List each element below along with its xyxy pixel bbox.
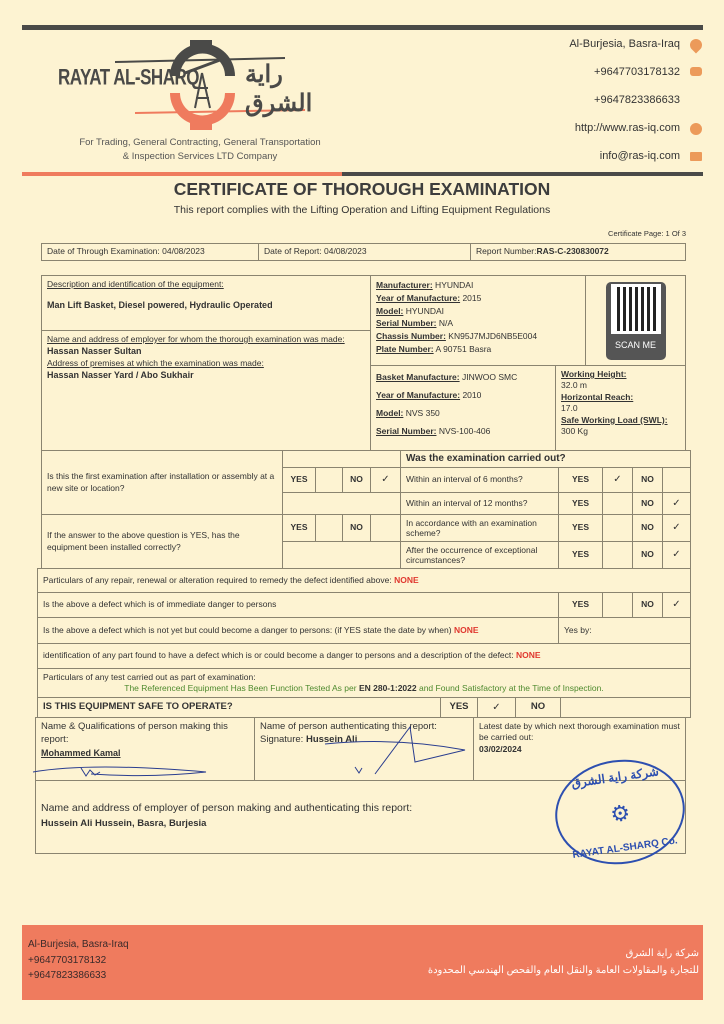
footer-arabic [428, 945, 699, 979]
maker-name: Mohammed Kamal [41, 747, 121, 758]
safe-to-operate-question: IS THIS EQUIPMENT SAFE TO OPERATE? [37, 697, 441, 718]
q2-no-box[interactable] [370, 514, 401, 542]
basket-cell [370, 365, 556, 451]
field-chassis: Chassis Number: KN95J7MJD6NB5E004 [376, 331, 538, 341]
r4-yes[interactable]: YES [558, 541, 603, 569]
r2-yes[interactable]: YES [558, 492, 603, 515]
test-label: Particulars of any test carried out as part of examination: [43, 672, 256, 682]
authenticator-cell [254, 717, 474, 781]
carried-scheme: In accordance with an examination scheme? [400, 514, 559, 542]
footer-address: Al-Burjesia, Basra-Iraq [28, 939, 129, 950]
r2-no[interactable]: NO [632, 492, 663, 515]
working-height-value: 32.0 m [561, 380, 587, 391]
tagline-line-1: For Trading, General Contracting, General Transportation [79, 137, 321, 148]
footer-phone-2: +9647823386633 [28, 970, 107, 981]
r2-yes-box[interactable] [602, 492, 633, 515]
repair-value: NONE [394, 574, 419, 585]
r4-no[interactable]: NO [632, 541, 663, 569]
divider-accent [22, 172, 342, 176]
r2-no-check[interactable]: ✓ [662, 492, 691, 515]
immediate-danger-row: Is the above a defect which is of immediate danger to persons [37, 592, 559, 618]
question-first-exam: Is this the first examination after installation or assembly at a new site or location? [41, 450, 283, 515]
horizontal-reach-value: 17.0 [561, 403, 578, 414]
qr-code[interactable] [606, 282, 666, 360]
future-danger-value: NONE [453, 624, 479, 635]
footer-contacts [28, 937, 129, 984]
report-maker-cell [35, 717, 255, 781]
identification-row [37, 643, 691, 669]
q2-no[interactable]: NO [342, 514, 371, 542]
r1-no-box[interactable] [662, 467, 691, 493]
immediate-yes-box[interactable] [602, 592, 633, 618]
question-installed-correctly: If the answer to the above question is YES, has the equipment been installed correctly? [41, 514, 283, 569]
q2-yes[interactable]: YES [282, 514, 316, 542]
r1-yes-check[interactable]: ✓ [602, 467, 633, 493]
r3-no-check[interactable]: ✓ [662, 514, 691, 542]
repair-row [37, 568, 691, 593]
test-result: The Referenced Equipment Has Been Function Tested As per EN 280-1:2022 and Found Satisfactory at the Time of Inspection. [124, 683, 604, 694]
r3-no[interactable]: NO [632, 514, 663, 542]
immediate-no[interactable]: NO [632, 592, 663, 618]
identification-label: identification of any part found to have a defect which is or could become a danger to persons and a description of the defect: [43, 650, 514, 661]
contact-website[interactable]: http://www.ras-iq.com [574, 122, 680, 134]
qr-cell [585, 275, 686, 366]
auth-signature-icon [315, 722, 475, 777]
auth-name: Hussein Ali [305, 733, 358, 745]
field-year: Year of Manufacture: 2015 [376, 292, 482, 303]
future-danger-label: Is the above a defect which is not yet but could become a danger to persons: (if YES state the date by when) [43, 624, 452, 635]
maker-label: Name & Qualifications of person making this report: [41, 721, 228, 745]
field-plate: Plate Number: A 90751 Basra [376, 343, 492, 354]
q1-blank-top [282, 450, 401, 468]
employer-cell [41, 330, 371, 451]
q1-yes[interactable]: YES [282, 467, 316, 493]
phone-icon [690, 67, 702, 76]
specs-cell [555, 365, 686, 451]
exam-date: Date of Through Examination: 04/08/2023 [41, 243, 259, 261]
field-serial: Serial Number: N/A [376, 318, 453, 329]
footer-arabic-tagline: للتجارة والمقاولات العامة والنقل العام والفحص الهندسي المحدودة [427, 965, 699, 976]
premises-value: Hassan Nasser Yard / Abo Sukhair [47, 370, 194, 381]
auth-label: Name of person authenticating this report: [260, 721, 437, 732]
brand-name-ar: راية الشرق [245, 61, 313, 117]
scan-me-label: SCAN ME [614, 339, 656, 350]
equipment-description-cell [41, 275, 371, 331]
employer-value: Hassan Nasser Sultan [47, 346, 142, 357]
r4-yes-box[interactable] [602, 541, 633, 569]
r3-yes[interactable]: YES [558, 514, 603, 542]
swl-value: 300 Kg [561, 426, 588, 437]
desc-value: Man Lift Basket, Diesel powered, Hydraulic Operated [47, 300, 273, 311]
footer-arabic-name: شركة راية الشرق [625, 948, 699, 959]
location-pin-icon [688, 37, 705, 54]
qr-code-icon [614, 287, 658, 331]
immediate-no-check[interactable]: ✓ [662, 592, 691, 618]
horizontal-reach-label: Horizontal Reach: [561, 391, 634, 402]
contact-address: Al-Burjesia, Basra-Iraq [569, 38, 680, 50]
working-height-label: Working Height: [561, 369, 627, 379]
carried-out-title: Was the examination carried out? [400, 450, 691, 468]
immediate-yes[interactable]: YES [558, 592, 603, 618]
future-danger-row [37, 617, 559, 644]
carried-12-months: Within an interval of 12 months? [400, 492, 559, 515]
maker-signature-icon [31, 762, 221, 780]
contact-email[interactable]: info@ras-iq.com [599, 150, 680, 162]
safe-yes[interactable]: YES [440, 697, 478, 718]
brand-name-en: RAYAT AL-SHARQ [58, 65, 199, 90]
stamp-derrick-icon: ⚙ [608, 799, 632, 827]
carried-exceptional: After the occurrence of exceptional circumstances? [400, 541, 559, 569]
contact-phone-1: +9647703178132 [594, 66, 680, 78]
q1-no[interactable]: NO [342, 467, 371, 493]
basket-manufacture: Basket Manufacture: JINWOO SMC [376, 372, 518, 382]
globe-icon [690, 123, 702, 135]
next-exam-label: Latest date by which next thorough examination must be carried out: [479, 721, 680, 743]
report-number-label: Report Number: [476, 246, 537, 257]
report-date: Date of Report: 04/08/2023 [258, 243, 471, 261]
field-manufacturer: Manufacturer: HYUNDAI [376, 280, 474, 290]
test-row [37, 668, 691, 698]
q2-blank-bottom [282, 541, 401, 569]
carried-6-months: Within an interval of 6 months? [400, 467, 559, 493]
next-exam-date: 03/02/2024 [479, 743, 522, 754]
field-model: Model: HYUNDAI [376, 305, 445, 316]
yes-by-cell[interactable]: Yes by: [558, 617, 691, 644]
safe-yes-check[interactable]: ✓ [477, 697, 516, 718]
certificate-page: Certificate Page: 1 Of 3 [608, 229, 686, 238]
tagline-line-2: & Inspection Services LTD Company [122, 150, 278, 162]
footer-phone-1: +9647703178132 [28, 954, 107, 966]
r4-no-check[interactable]: ✓ [662, 541, 691, 569]
employer-of-person-label: Name and address of employer of person making and authenticating this report: [41, 802, 413, 814]
stamp-text-ar: شركة راية الشرق [570, 764, 660, 791]
safe-no[interactable]: NO [515, 697, 561, 718]
r3-yes-box[interactable] [602, 514, 633, 542]
top-bar [22, 25, 703, 30]
identification-value: NONE [516, 650, 541, 661]
auth-signature-line: Signature: Hussein Ali [260, 733, 358, 745]
stamp-text-en: RAYAT AL-SHARQ Co. [571, 835, 679, 861]
q1-yes-box[interactable] [315, 467, 343, 493]
contact-phone-2: +9647823386633 [594, 94, 680, 106]
certificate-subtitle: This report complies with the Lifting Operation and Lifting Equipment Regulations [173, 204, 551, 216]
basket-model: Model: NVS 350 [376, 407, 440, 418]
swl-label: Safe Working Load (SWL): [561, 414, 668, 425]
report-number [470, 243, 686, 261]
repair-label: Particulars of any repair, renewal or alteration required to remedy the defect identified above: [43, 574, 392, 585]
basket-year: Year of Manufacture: 2010 [376, 389, 482, 400]
company-logo [55, 38, 345, 133]
basket-serial: Serial Number: NVS-100-406 [376, 425, 491, 436]
tagline [50, 136, 350, 164]
test-standard: EN 280-1:2022 [358, 683, 417, 694]
q1-no-check[interactable]: ✓ [370, 467, 401, 493]
r1-yes[interactable]: YES [558, 467, 603, 493]
safe-no-box[interactable] [560, 697, 691, 718]
premises-label: Address of premises at which the examination was made: [47, 357, 264, 368]
equipment-details-cell [370, 275, 586, 366]
report-number-value: RAS-C-230830072 [536, 246, 609, 257]
mail-icon [690, 152, 702, 161]
r1-no[interactable]: NO [632, 467, 663, 493]
certificate-title: CERTIFICATE OF THOROUGH EXAMINATION [173, 179, 551, 199]
employer-of-person-value: Hussein Ali Hussein, Basra, Burjesia [41, 818, 207, 830]
divider-dark [342, 172, 703, 176]
desc-label: Description and identification of the equipment: [47, 279, 224, 289]
q2-yes-box[interactable] [315, 514, 343, 542]
q1-blank-bottom [282, 492, 401, 515]
employer-label: Name and address of employer for whom the thorough examination was made: [47, 334, 345, 344]
footer-band [22, 925, 703, 1000]
